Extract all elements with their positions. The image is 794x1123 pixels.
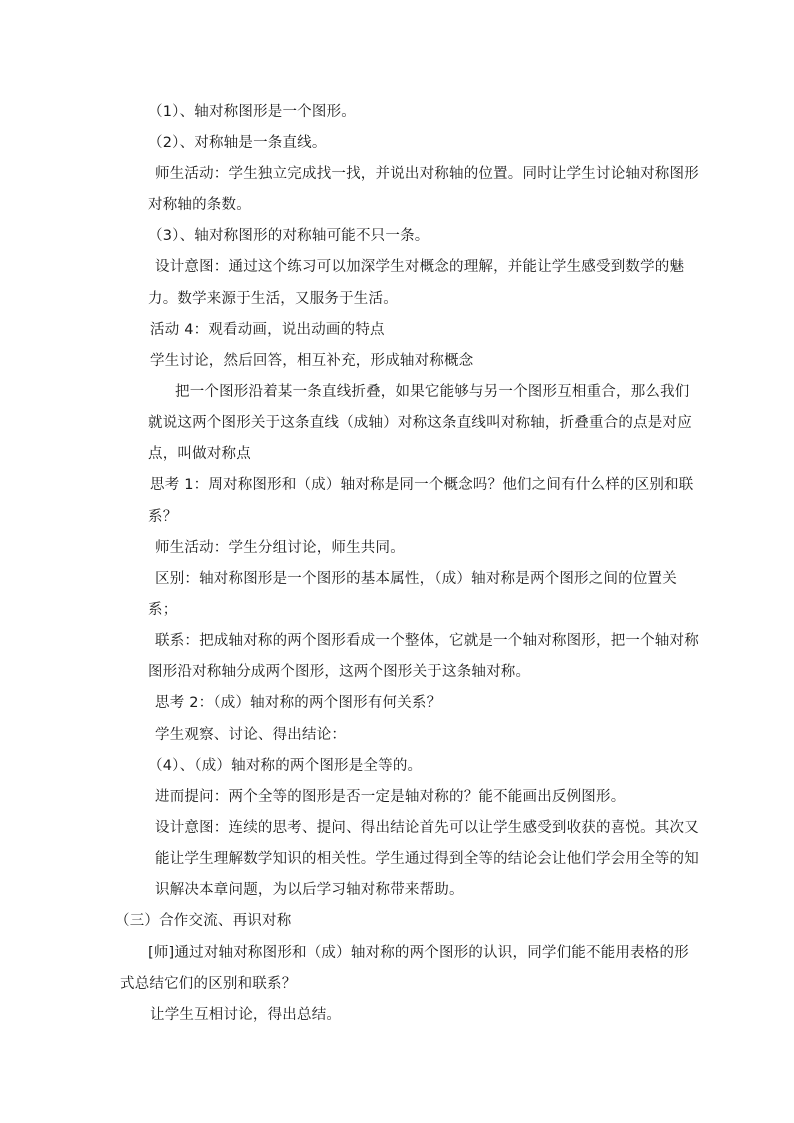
text-line: 设计意图：通过这个练习可以加深学生对概念的理解，并能让学生感受到数学的魅 [155,259,685,275]
text-line: 图形沿对称轴分成两个图形，这两个图形关于这条轴对称。 [148,664,531,680]
text-line: 学生观察、讨论、得出结论： [155,727,347,743]
text-line: 系； [148,602,178,618]
text-line: （3）、轴对称图形的对称轴可能不只一条。 [148,228,430,244]
text-line: 活动 4：观看动画，说出动画的特点 [150,322,385,338]
text-line: 式总结它们的区别和联系？ [120,976,297,992]
text-line: （4）、（成）轴对称的两个图形是全等的。 [148,758,423,774]
text-line: 设计意图：连续的思考、提问、得出结论首先可以让学生感受到收获的喜悦。其次又 [155,820,699,836]
text-line: 能让学生理解数学知识的相关性。学生通过得到全等的结论会让他们学会用全等的知 [155,851,699,867]
text-line: 让学生互相讨论，得出总结。 [150,1007,342,1023]
text-line: 力。数学来源于生活，又服务于生活。 [148,291,398,307]
text-line: 思考 2：（成）轴对称的两个图形有何关系？ [155,695,442,711]
text-line: 识解决本章问题，为以后学习轴对称带来帮助。 [155,882,464,898]
text-line: 师生活动：学生独立完成找一找，并说出对称轴的位置。同时让学生讨论轴对称图形 [155,166,699,182]
text-line: 点，叫做对称点 [148,446,251,462]
section-heading: （三）合作交流、再识对称 [115,913,292,929]
text-line: 系？ [148,509,178,525]
text-line: 师生活动：学生分组讨论，师生共同。 [155,540,405,556]
text-line: 思考 1：周对称图形和（成）轴对称是同一个概念吗？他们之间有什么样的区别和联 [150,477,694,493]
text-line: 对称轴的条数。 [148,197,251,213]
text-line: [师]通过对轴对称图形和（成）轴对称的两个图形的认识，同学们能不能用表格的形 [148,945,689,961]
text-line: （2）、对称轴是一条直线。 [148,135,327,151]
text-line: （1）、轴对称图形是一个图形。 [148,104,356,120]
text-line: 联系：把成轴对称的两个图形看成一个整体，它就是一个轴对称图形，把一个轴对称 [155,633,699,649]
text-line: 区别：轴对称图形是一个图形的基本属性，（成）轴对称是两个图形之间的位置关 [155,571,677,587]
text-line: 学生讨论，然后回答，相互补充，形成轴对称概念 [150,353,474,369]
text-line: 把一个图形沿着某一条直线折叠，如果它能够与另一个图形互相重合，那么我们 [175,384,690,400]
text-line: 就说这两个图形关于这条直线（成轴）对称这条直线叫对称轴，折叠重合的点是对应 [148,415,692,431]
text-line: 进而提问：两个全等的图形是否一定是轴对称的？能不能画出反例图形。 [155,789,626,805]
